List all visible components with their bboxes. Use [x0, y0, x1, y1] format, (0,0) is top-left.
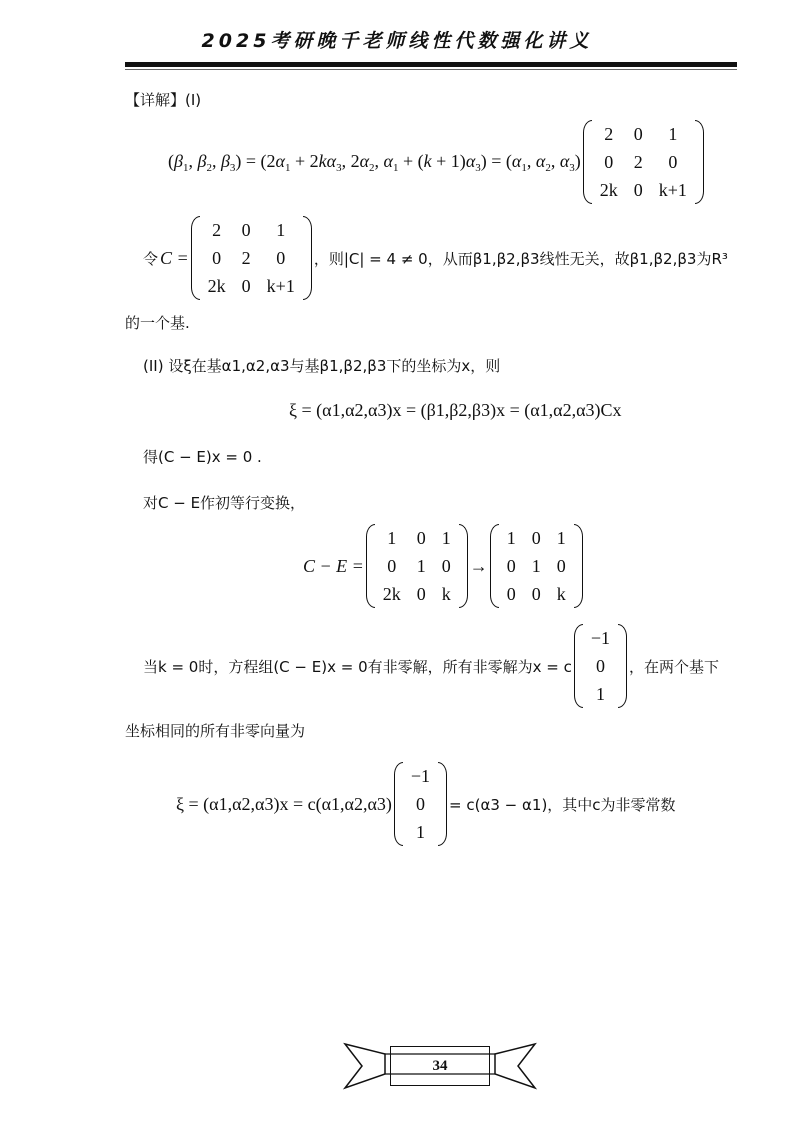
part2-result: 得(C − E)x = 0 . [143, 448, 262, 466]
matrix-reduced: 1 0 1 0 1 0 0 0 k [490, 524, 583, 608]
page-number: 34 [390, 1046, 490, 1086]
header-rule [125, 62, 737, 67]
part3-line: 当k = 0时，方程组(C − E)x = 0有非零解，所有非零解为x = c −1 0 1 ，在两个基下 [143, 624, 719, 708]
final-equation: ξ = (α1,α2,α3)x = c(α1,α2,α3) −1 0 1 = c(α3 − α1)，其中c为非零常数 [176, 762, 676, 846]
paragraph-1-continuation: 的一个基. [125, 314, 190, 332]
equation-1 [168, 120, 706, 204]
header-title: 2025考研晚千老师线性代数强化讲义 [201, 30, 593, 52]
solution-vector: −1 0 1 [574, 624, 627, 708]
row-reduction: C − E = 1 0 1 0 1 0 2k 0 k → 1 0 1 0 1 0 0 0 k [303, 524, 585, 608]
solution-label: 【详解】(I) [125, 91, 202, 109]
eq1-lhs: ($\beta_1$, $\beta_2$, $\beta_3) = (2\alpha_1 + 2k\alpha_3$, $2\alpha_2$, $\alpha_1 + (k + 1)\alpha_3) = (\alpha_1$, $\alpha_2$, $\alpha_3$) [168, 150, 581, 174]
c-matrix: 2 0 1 0 2 0 2k 0 k+1 [191, 216, 312, 300]
matrix-c-minus-e: 1 0 1 0 1 0 2k 0 k [366, 524, 468, 608]
part3-continuation: 坐标相同的所有非零向量为 [125, 722, 306, 740]
part2-equation: ξ = (α1,α2,α3)x = (β1,β2,β3)x = (α1,α2,α3)Cx [289, 400, 622, 420]
final-vector: −1 0 1 [394, 762, 447, 846]
arrow-icon: → [469, 555, 488, 576]
header-rule-thin [125, 69, 737, 70]
eq1-matrix: 2 0 1 0 2 0 2k 0 k+1 [583, 120, 704, 204]
part2-transform-text: 对C − E作初等行变换， [143, 494, 306, 512]
paragraph-1: 令 C = 2 0 1 0 2 0 2k 0 k+1 ，则|C| = 4 ≠ 0，从而β1,β2,β3线性无关，故β1,β2,β3为R³ [143, 216, 728, 300]
part2-intro: (II) 设ξ在基α1,α2,α3与基β1,β2,β3下的坐标为x，则 [143, 357, 501, 375]
